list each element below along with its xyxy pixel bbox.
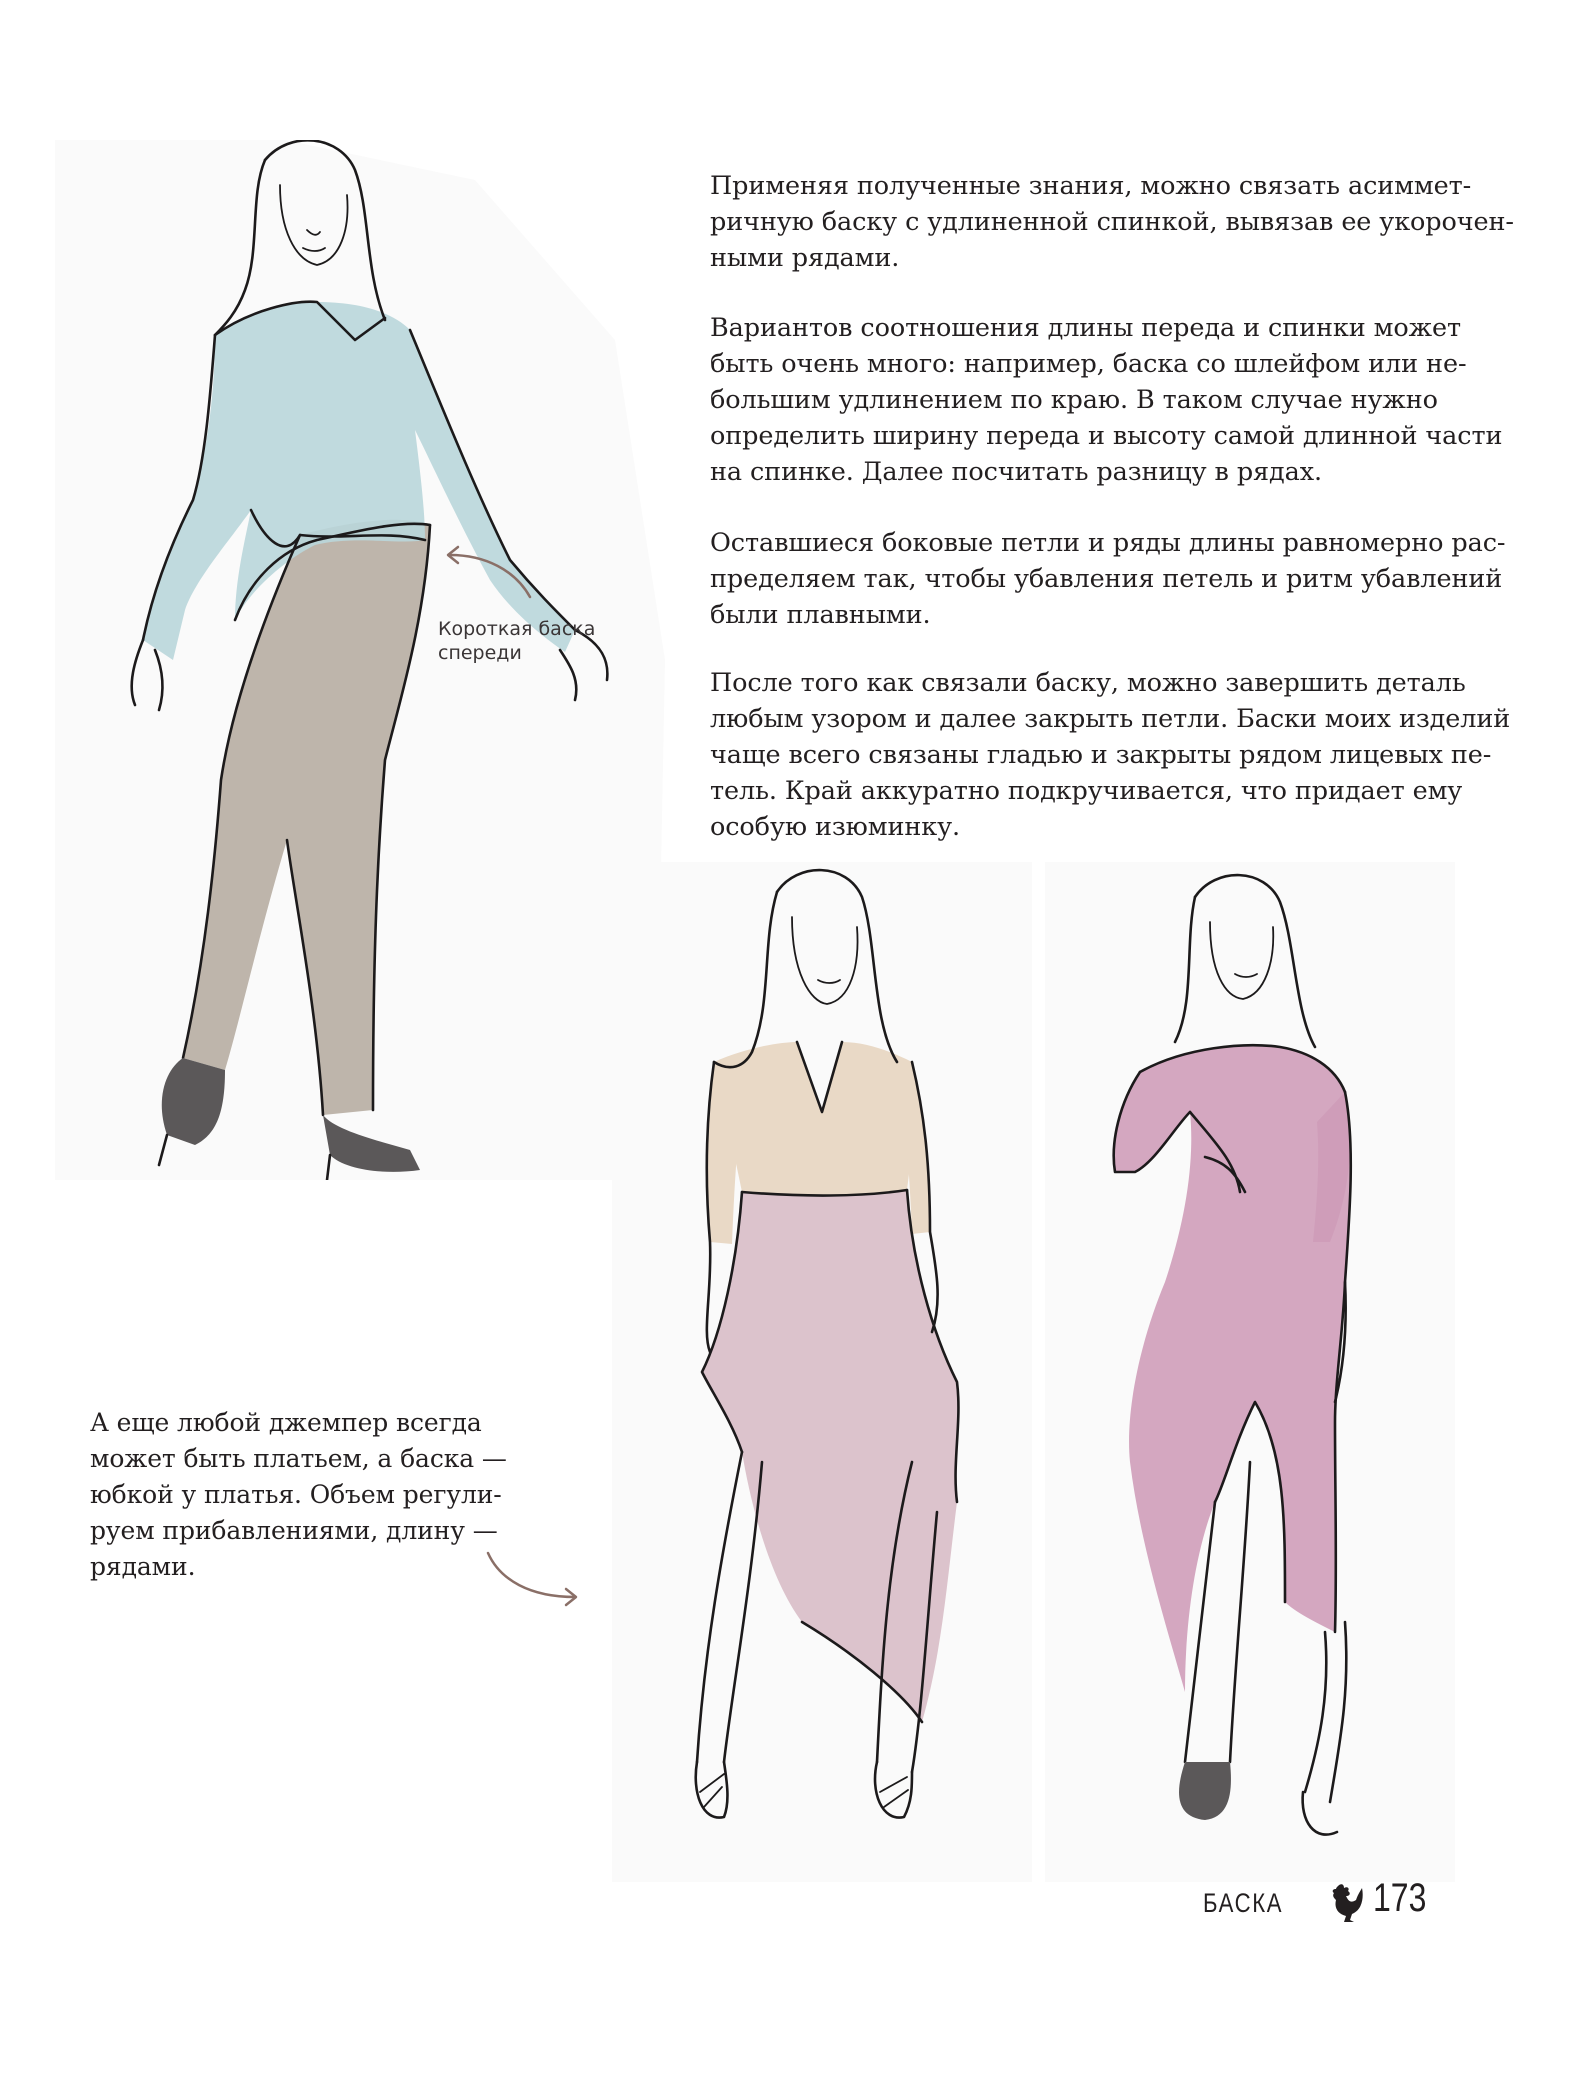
footer-section-title: БАСКА <box>1203 1888 1284 1918</box>
text-line: ными рядами. <box>710 243 900 273</box>
figure-caption <box>438 617 595 665</box>
text-line: После того как связали баску, можно завершить деталь <box>710 668 1466 698</box>
paragraph-bottom <box>90 1405 507 1585</box>
paragraph-3 <box>710 525 1505 633</box>
text-line: тель. Край аккуратно подкручивается, что придает ему <box>710 776 1463 806</box>
paragraph-4 <box>710 665 1510 845</box>
text-line: может быть платьем, а баска — <box>90 1444 507 1473</box>
text-line: ричную баску с удлиненной спинкой, вывязав ее укорочен- <box>710 207 1514 237</box>
page-number: 173 <box>1373 1876 1427 1920</box>
caption-arrow-icon <box>430 535 540 605</box>
caption-line: спереди <box>438 642 522 664</box>
text-line: пределяем так, чтобы убавления петель и ритм убавлений <box>710 564 1503 594</box>
text-line: юбкой у платья. Объем регули- <box>90 1480 502 1509</box>
text-line: были плавными. <box>710 600 931 630</box>
text-line: определить ширину переда и высоту самой длинной части <box>710 421 1503 451</box>
paragraph-1 <box>710 168 1514 276</box>
paragraph-2 <box>710 310 1502 490</box>
figure-pink-dress <box>1045 862 1465 1882</box>
text-line: на спинке. Далее посчитать разницу в рядах. <box>710 457 1323 487</box>
caption-line: Короткая баска <box>438 618 596 640</box>
rooster-icon <box>1328 1882 1364 1924</box>
text-line: быть очень много: например, баска со шлейфом или не- <box>710 349 1467 379</box>
text-line: любым узором и далее закрыть петли. Баски моих изделий <box>710 704 1511 734</box>
pointer-arrow-icon <box>480 1545 590 1615</box>
text-line: рядами. <box>90 1552 196 1581</box>
text-line: Оставшиеся боковые петли и ряды длины равномерно рас- <box>710 528 1506 558</box>
figure-beige-mauve-dress <box>612 862 1042 1882</box>
text-line: руем прибавлениями, длину — <box>90 1516 498 1545</box>
text-line: Вариантов соотношения длины переда и спинки может <box>710 313 1461 343</box>
text-line: большим удлинением по краю. В таком случае нужно <box>710 385 1438 415</box>
text-line: особую изюминку. <box>710 812 961 842</box>
text-line: А еще любой джемпер всегда <box>90 1408 482 1437</box>
text-line: Применяя полученные знания, можно связать асиммет- <box>710 171 1472 201</box>
text-line: чаще всего связаны гладью и закрыты рядом лицевых пе- <box>710 740 1492 770</box>
